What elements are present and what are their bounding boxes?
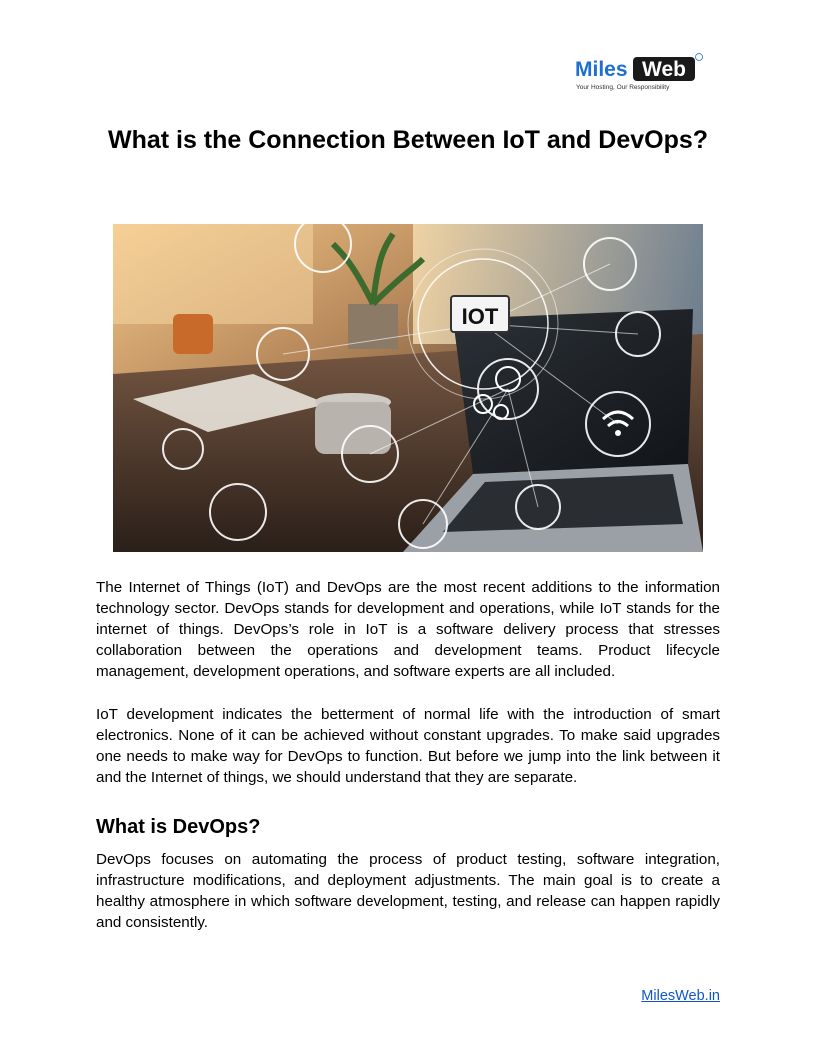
devops-paragraph: DevOps focuses on automating the process of product testing, software integration, infrastructure modifications, and deployment adjustments. The main goal is to create a healthy atmosphere in which software development, testing, and release can happen rapidly and consistently.: [96, 851, 720, 931]
hero-image: [113, 224, 703, 552]
footer-link[interactable]: MilesWeb.in: [641, 988, 720, 1004]
development-paragraph: IoT development indicates the betterment of normal life with the introduction of smart electronics. None of it can be achieved without constant upgrades. To make said upgrades one needs to make way for DevOps to function. But before we jump into the link between it and the Internet of things, we should understand that they are separate.: [96, 706, 720, 786]
page-title: What is the Connection Between IoT and DevOps?: [107, 126, 709, 154]
svg-text:Miles: Miles: [575, 58, 628, 81]
svg-text:Your Hosting, Our Responsibili: Your Hosting, Our Responsibility: [576, 84, 670, 91]
svg-text:Web: Web: [642, 58, 686, 81]
milesweb-logo[interactable]: [573, 52, 708, 94]
intro-paragraph: The Internet of Things (IoT) and DevOps are the most recent additions to the information technology sector. DevOps stands for development and operations, while IoT stands for the internet of things. DevOps’s role in IoT is a software delivery process that stresses collaboration between the operations and development teams. Product lifecycle management, development operations, and software experts are all included.: [96, 579, 720, 680]
svg-text:IOT: IOT: [461, 304, 499, 329]
section-heading: What is DevOps?: [96, 816, 261, 838]
